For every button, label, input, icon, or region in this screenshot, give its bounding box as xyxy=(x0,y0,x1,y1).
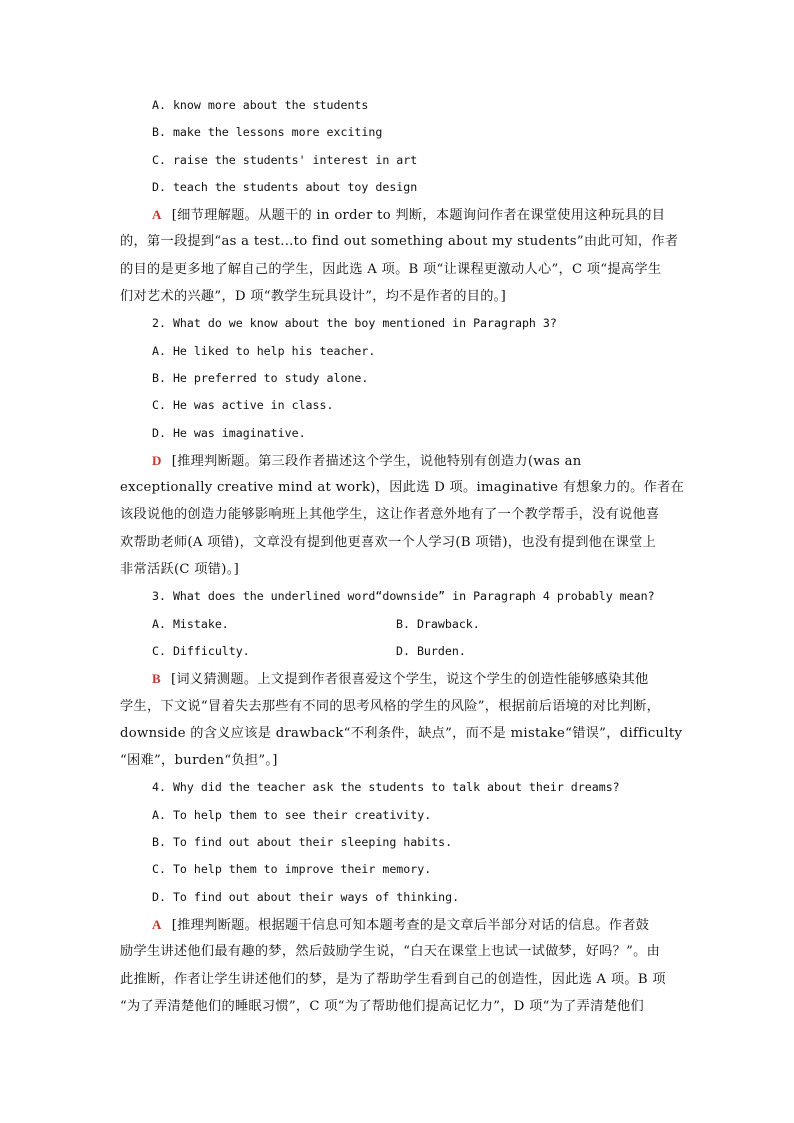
q2-explanation-line: exceptionally creative mind at work)，因此选 D 项。imaginative 有想象力的。作者在 xyxy=(120,480,685,496)
q3-option-d: D. Burden. xyxy=(396,643,466,658)
document-page xyxy=(120,92,685,1020)
q2-answer: D xyxy=(152,452,162,468)
q3-explanation-line: B [词义猜测题。上文提到作者很喜爱这个学生，说这个学生的创造性能够感染其他 xyxy=(152,671,649,688)
q1-option-d: D. teach the students about toy design xyxy=(152,179,418,194)
q4-explanation-line: 励学生讲述他们最有趣的梦，然后鼓励学生说，“白天在课堂上也试一试做梦，好吗？”。由 xyxy=(120,944,661,960)
q4-explanation-line: 此推断，作者让学生讲述他们的梦，是为了帮助学生看到自己的创造性，因此选 A 项。B 项 xyxy=(120,971,666,987)
q3-explanation-line: “困难”，burden“负担”。] xyxy=(120,753,278,769)
q3-explanation-line: downside 的含义应该是 drawback“不利条件，缺点”，而不是 mistake“错误”，difficulty xyxy=(120,725,683,741)
q2-option-a: A. He liked to help his teacher. xyxy=(152,343,376,358)
q1-option-c: C. raise the students' interest in art xyxy=(152,152,418,167)
q2-explanation-line: D [推理判断题。第三段作者描述这个学生，说他特别有创造力(was an xyxy=(152,452,582,469)
q1-explanation-line: A [细节理解题。从题干的 in order to 判断，本题询问作者在课堂使用这种玩具的目 xyxy=(152,207,666,224)
q3-option-b: B. Drawback. xyxy=(396,616,480,631)
q4-answer: A xyxy=(152,916,162,932)
q2-option-d: D. He was imaginative. xyxy=(152,425,306,440)
q3-option-row xyxy=(120,638,676,665)
q4-option-b: B. To find out about their sleeping habits. xyxy=(152,835,453,850)
q2-option-b: B. He preferred to study alone. xyxy=(152,370,369,385)
q4-option-c: C. To help them to improve their memory. xyxy=(152,862,432,877)
q2-option-c: C. He was active in class. xyxy=(152,398,334,413)
q1-explanation-line: 的目的是更多地了解自己的学生，因此选 A 项。B 项“让课程更激动人心”，C 项“提高学生 xyxy=(120,261,662,277)
q4-explanation-line: A [推理判断题。根据题干信息可知本题考查的是文章后半部分对话的信息。作者鼓 xyxy=(152,916,650,933)
q1-answer: A xyxy=(152,207,162,223)
q2-explanation-line: 欢帮助老师(A 项错)，文章没有提到他更喜欢一个人学习(B 项错)，也没有提到他在课堂上 xyxy=(120,534,657,550)
q4-question: 4. Why did the teacher ask the students to talk about their dreams? xyxy=(152,780,620,795)
q2-explanation-line: 非常活跃(C 项错)。] xyxy=(120,562,240,578)
q4-option-a: A. To help them to see their creativity. xyxy=(152,807,432,822)
q3-option-row xyxy=(120,611,676,638)
q2-question: 2. What do we know about the boy mentioned in Paragraph 3? xyxy=(152,316,557,331)
q1-explanation-line: 的，第一段提到“as a test...to find out something about my students”由此可知，作者 xyxy=(120,234,679,250)
q4-explanation-line: “为了弄清楚他们的睡眠习惯”，C 项“为了帮助他们提高记忆力”，D 项“为了弄清楚他们 xyxy=(120,998,645,1014)
q1-option-a: A. know more about the students xyxy=(152,98,369,112)
q3-option-a: A. Mistake. xyxy=(152,616,229,631)
q3-question: 3. What does the underlined word“downside” in Paragraph 4 probably mean? xyxy=(152,589,655,604)
q2-explanation-line: 该段说他的创造力能够影响班上其他学生，这让作者意外地有了一个教学帮手，没有说他喜 xyxy=(120,507,660,523)
q1-explanation-line: 们对艺术的兴趣”，D 项“教学生玩具设计”，均不是作者的目的。] xyxy=(120,289,507,305)
q3-answer: B xyxy=(152,671,161,687)
q3-option-c: C. Difficulty. xyxy=(152,643,250,658)
q3-explanation-line: 学生，下文说“冒着失去那些有不同的思考风格的学生的风险”，根据前后语境的对比判断， xyxy=(120,698,661,714)
q1-option-b: B. make the lessons more exciting xyxy=(152,125,383,140)
q4-option-d: D. To find out about their ways of thinking. xyxy=(152,889,460,904)
